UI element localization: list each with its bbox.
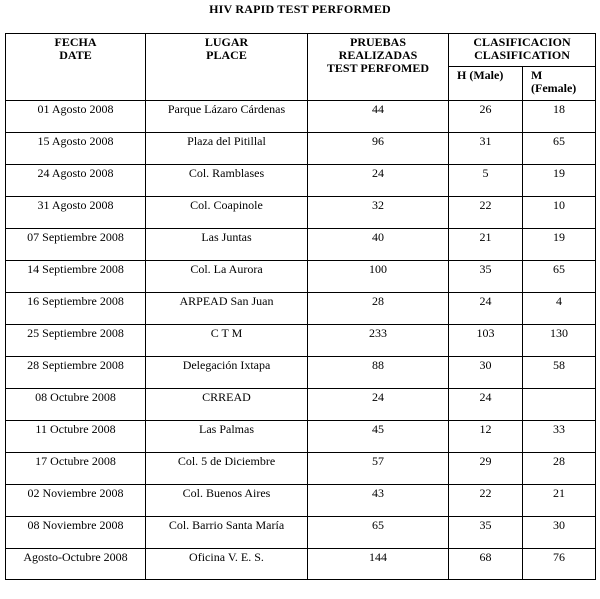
cell-tests: 45 bbox=[308, 421, 449, 453]
cell-date: 07 Septiembre 2008 bbox=[6, 229, 146, 261]
table-row bbox=[6, 101, 596, 133]
cell-female: 65 bbox=[523, 133, 596, 165]
cell-tests: 32 bbox=[308, 197, 449, 229]
cell-tests: 40 bbox=[308, 229, 449, 261]
cell-tests: 57 bbox=[308, 453, 449, 485]
cell-female: 19 bbox=[523, 165, 596, 197]
header-classification-en: CLASIFICATION bbox=[474, 48, 570, 62]
cell-place: Col. Barrio Santa María bbox=[146, 517, 308, 549]
cell-male: 31 bbox=[449, 133, 523, 165]
cell-tests: 233 bbox=[308, 325, 449, 357]
cell-female: 65 bbox=[523, 261, 596, 293]
table-row bbox=[6, 517, 596, 549]
table-row bbox=[6, 549, 596, 580]
cell-place: CRREAD bbox=[146, 389, 308, 421]
cell-male: 22 bbox=[449, 485, 523, 517]
cell-date: 14 Septiembre 2008 bbox=[6, 261, 146, 293]
header-date bbox=[6, 34, 146, 101]
cell-place: Las Juntas bbox=[146, 229, 308, 261]
cell-date: 02 Noviembre 2008 bbox=[6, 485, 146, 517]
header-tests bbox=[308, 34, 449, 101]
table-header bbox=[6, 34, 596, 101]
cell-female bbox=[523, 389, 596, 421]
cell-tests: 43 bbox=[308, 485, 449, 517]
cell-female: 58 bbox=[523, 357, 596, 389]
cell-date: 17 Octubre 2008 bbox=[6, 453, 146, 485]
cell-male: 103 bbox=[449, 325, 523, 357]
hiv-test-table bbox=[5, 33, 596, 580]
cell-male: 21 bbox=[449, 229, 523, 261]
cell-tests: 44 bbox=[308, 101, 449, 133]
cell-place: Col. Ramblases bbox=[146, 165, 308, 197]
cell-place: Plaza del Pitillal bbox=[146, 133, 308, 165]
table-row bbox=[6, 293, 596, 325]
cell-male: 5 bbox=[449, 165, 523, 197]
cell-female: 33 bbox=[523, 421, 596, 453]
header-tests-line-1: PRUEBAS bbox=[349, 35, 406, 49]
cell-male: 24 bbox=[449, 293, 523, 325]
cell-date: 08 Octubre 2008 bbox=[6, 389, 146, 421]
cell-date: 31 Agosto 2008 bbox=[6, 197, 146, 229]
cell-date: 28 Septiembre 2008 bbox=[6, 357, 146, 389]
cell-male: 29 bbox=[449, 453, 523, 485]
table-row bbox=[6, 357, 596, 389]
header-female: M (Female) bbox=[523, 67, 596, 101]
header-tests-line-2: REALIZADAS bbox=[338, 48, 418, 62]
header-place-en: PLACE bbox=[206, 48, 247, 62]
cell-tests: 28 bbox=[308, 293, 449, 325]
cell-female: 30 bbox=[523, 517, 596, 549]
table-row bbox=[6, 261, 596, 293]
table-row bbox=[6, 325, 596, 357]
cell-date: 15 Agosto 2008 bbox=[6, 133, 146, 165]
cell-female: 76 bbox=[523, 549, 596, 580]
cell-tests: 24 bbox=[308, 389, 449, 421]
cell-place: Col. 5 de Diciembre bbox=[146, 453, 308, 485]
cell-place: Col. Buenos Aires bbox=[146, 485, 308, 517]
cell-female: 4 bbox=[523, 293, 596, 325]
cell-female: 130 bbox=[523, 325, 596, 357]
cell-place: C T M bbox=[146, 325, 308, 357]
document-title: HIV RAPID TEST PERFORMED bbox=[209, 2, 391, 16]
cell-place: Col. La Aurora bbox=[146, 261, 308, 293]
header-tests-line-3: TEST PERFOMED bbox=[326, 61, 430, 75]
cell-male: 12 bbox=[449, 421, 523, 453]
cell-male: 26 bbox=[449, 101, 523, 133]
cell-tests: 88 bbox=[308, 357, 449, 389]
header-date-es: FECHA bbox=[54, 35, 97, 49]
header-classification bbox=[449, 34, 596, 67]
cell-date: 16 Septiembre 2008 bbox=[6, 293, 146, 325]
table-row bbox=[6, 485, 596, 517]
cell-female: 19 bbox=[523, 229, 596, 261]
header-male: H (Male) bbox=[449, 67, 523, 101]
cell-tests: 144 bbox=[308, 549, 449, 580]
cell-place: Col. Coapinole bbox=[146, 197, 308, 229]
cell-date: 25 Septiembre 2008 bbox=[6, 325, 146, 357]
cell-female: 21 bbox=[523, 485, 596, 517]
cell-date: Agosto-Octubre 2008 bbox=[6, 549, 146, 580]
header-place-es: LUGAR bbox=[204, 35, 249, 49]
cell-date: 11 Octubre 2008 bbox=[6, 421, 146, 453]
cell-tests: 65 bbox=[308, 517, 449, 549]
table-body bbox=[6, 101, 596, 580]
cell-date: 24 Agosto 2008 bbox=[6, 165, 146, 197]
table-row bbox=[6, 389, 596, 421]
cell-place: Oficina V. E. S. bbox=[146, 549, 308, 580]
cell-male: 24 bbox=[449, 389, 523, 421]
cell-tests: 96 bbox=[308, 133, 449, 165]
header-date-en: DATE bbox=[59, 48, 92, 62]
table-row bbox=[6, 229, 596, 261]
cell-female: 18 bbox=[523, 101, 596, 133]
cell-date: 08 Noviembre 2008 bbox=[6, 517, 146, 549]
table-row bbox=[6, 133, 596, 165]
cell-tests: 24 bbox=[308, 165, 449, 197]
cell-female: 28 bbox=[523, 453, 596, 485]
cell-place: Las Palmas bbox=[146, 421, 308, 453]
cell-place: ARPEAD San Juan bbox=[146, 293, 308, 325]
cell-place: Parque Lázaro Cárdenas bbox=[146, 101, 308, 133]
table-row bbox=[6, 197, 596, 229]
cell-female: 10 bbox=[523, 197, 596, 229]
cell-date: 01 Agosto 2008 bbox=[6, 101, 146, 133]
cell-male: 30 bbox=[449, 357, 523, 389]
header-classification-es: CLASIFICACION bbox=[473, 35, 571, 49]
table-row bbox=[6, 165, 596, 197]
table-row bbox=[6, 421, 596, 453]
cell-tests: 100 bbox=[308, 261, 449, 293]
cell-male: 68 bbox=[449, 549, 523, 580]
cell-male: 35 bbox=[449, 517, 523, 549]
header-place bbox=[146, 34, 308, 101]
table-row bbox=[6, 453, 596, 485]
cell-male: 35 bbox=[449, 261, 523, 293]
cell-male: 22 bbox=[449, 197, 523, 229]
cell-place: Delegación Ixtapa bbox=[146, 357, 308, 389]
